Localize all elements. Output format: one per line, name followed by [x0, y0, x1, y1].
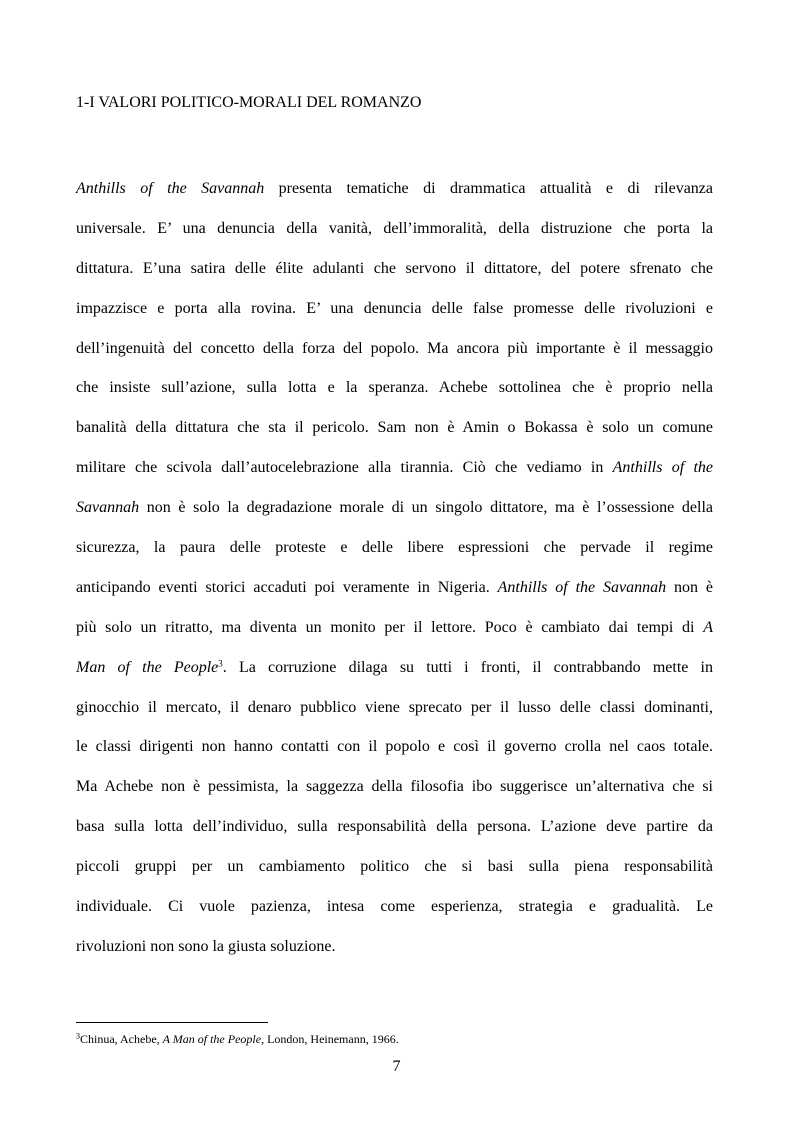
book-title: Savannah: [76, 499, 140, 517]
book-title: Anthills of the: [612, 459, 713, 477]
text-line-8: militare che scivola dall’autocelebrazione alla tirannia. Ciò che vediamo in Anthills of the: [76, 459, 713, 477]
text-line-6: che insiste sull’azione, sulla lotta e la speranza. Achebe sottolinea che è proprio nella: [76, 379, 713, 397]
text-line-17: basa sulla lotta dell’individuo, sulla responsabilità della persona. L’azione deve partire da: [76, 818, 713, 836]
text-line-19: individuale. Ci vuole pazienza, intesa come esperienza, strategia e gradualità. Le: [76, 898, 713, 916]
book-title: Anthills of the Savannah: [497, 578, 667, 596]
book-title: Man of the People: [76, 658, 219, 676]
text-line-5: dell’ingenuità del concetto della forza del popolo. Ma ancora più importante è il messaggio: [76, 339, 713, 357]
book-title: Anthills of the Savannah: [76, 180, 265, 197]
text-line-3: dittatura. E’una satira delle élite adulanti che servono il dittatore, del potere sfrenato che: [76, 259, 713, 277]
text-line-16: Ma Achebe non è pessimista, la saggezza della filosofia ibo suggerisce un’alternativa che si: [76, 778, 713, 796]
text-line-14: ginocchio il mercato, il denaro pubblico viene sprecato per il lusso delle classi dominanti,: [76, 698, 713, 716]
text-line-11: anticipando eventi storici accaduti poi veramente in Nigeria. Anthills of the Savannah non è: [76, 578, 713, 596]
footnote-book-title: A Man of the People: [162, 1032, 262, 1046]
text-line-4: impazzisce e porta alla rovina. E’ una denuncia delle false promesse delle rivoluzioni e: [76, 299, 713, 317]
body-paragraph: [76, 169, 713, 967]
text-line-7: banalità della dittatura che sta il pericolo. Sam non è Amin o Bokassa è solo un comune: [76, 419, 713, 437]
section-heading: 1-I VALORI POLITICO-MORALI DEL ROMANZO: [76, 94, 422, 111]
text-line-9: Savannah non è solo la degradazione morale di un singolo dittatore, ma è l’ossessione della: [76, 499, 713, 517]
footnote: $^3$Chinua, Achebe, A Man of the People, London, Heinemann, 1966.: [76, 1031, 399, 1046]
footnote-marker: 3: [76, 1031, 80, 1041]
text-line-1: Anthills of the Savannah presenta tematiche di drammatica attualità e di rilevanza: [76, 180, 714, 197]
text-line-20: rivoluzioni non sono la giusta soluzione.: [76, 937, 336, 955]
footnote-separator: [76, 1022, 268, 1023]
text-line-2: universale. E’ una denuncia della vanità, dell’immoralità, della distruzione che porta la: [76, 219, 713, 237]
book-title: A: [703, 618, 713, 636]
footnote-reference[interactable]: 3: [218, 658, 223, 669]
text-line-18: piccoli gruppi per un cambiamento politico che si basi sulla piena responsabilità: [76, 858, 713, 876]
text-line-12: più solo un ritratto, ma diventa un monito per il lettore. Poco è cambiato dai tempi di A: [76, 618, 713, 636]
text-line-15: le classi dirigenti non hanno contatti con il popolo e così il governo crolla nel caos totale.: [76, 738, 713, 756]
text-line-10: sicurezza, la paura delle proteste e delle libere espressioni che pervade il regime: [76, 539, 713, 557]
page-number: 7: [392, 1058, 401, 1075]
text-line-13: Man of the People$^3$. La corruzione dilaga su tutti i fronti, il contrabbando mette in: [76, 658, 713, 676]
